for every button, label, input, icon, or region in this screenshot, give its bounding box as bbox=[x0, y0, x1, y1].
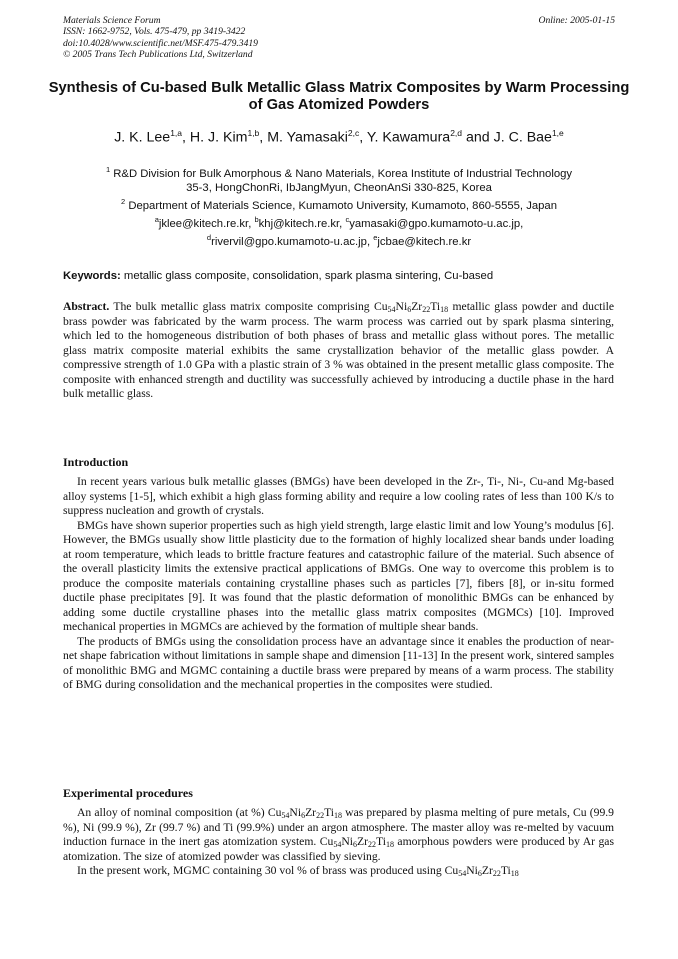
experimental-section bbox=[63, 786, 614, 879]
paragraph: In recent years various bulk metallic glasses (BMGs) have been developed in the Zr-, Ti-, Ni-, Cu-and Mg-based alloy systems [1-5], which exhibit a high glass forming ability and require a low cooling rates of less than 100 K/s to suppress nucleation and growth of crystals. bbox=[63, 475, 614, 517]
keywords-text: metallic glass composite, consolidation, spark plasma sintering, Cu-based bbox=[123, 270, 494, 282]
email-line-2: $^d$rivervil@gpo.kumamoto-u.ac.jp, $^e$jcbae@kitech.re.kr bbox=[206, 233, 472, 249]
email-link[interactable]: jcbae@kitech.re.kr bbox=[377, 236, 472, 249]
introduction-section bbox=[63, 455, 614, 693]
author: J. K. Lee bbox=[114, 129, 171, 146]
abstract: Abstract. The bulk metallic glass matrix composite comprising $Cu_{54}Ni_6Zr_{22}Ti_{18}$ metallic glass powder and ductile brass powder was fabricated by the warm process. The warm process was carried out by spark plasma sintering, which led to the homogeneous distribution of both phases of brass and metallic glass without pores. The metallic glass matrix composite material exhibits the same crystallization behavior of the metallic glass powder. A compressive strength of 1.0 GPa with a plastic strain of 3 % was obtained in the present metallic glass composite. The composite with enhanced strength and ductility was successfully achieved by introducing a ductile phase in the hard bulk metallic glass. bbox=[63, 300, 614, 400]
section-heading: Introduction bbox=[63, 455, 129, 469]
keywords bbox=[63, 270, 615, 282]
online-date: Online: 2005-01-15 bbox=[538, 15, 615, 26]
alloy-formula: $Cu_{54}Ni_6Zr_{22}Ti_{18}$ bbox=[267, 806, 342, 820]
author: Y. Kawamura bbox=[366, 129, 451, 146]
email-link[interactable]: jklee@kitech.re.kr bbox=[158, 218, 249, 231]
issn: ISSN: 1662-9752, Vols. 475-479, pp 3419-3422 bbox=[63, 26, 246, 38]
alloy-formula: $Cu_{54}Ni_6Zr_{22}Ti_{18}$ bbox=[319, 835, 394, 849]
author: M. Yamasaki bbox=[267, 129, 348, 146]
paragraph: The products of BMGs using the consolidation process have an advantage since it enables the production of near-net shape fabrication without limitations in sample shape and dimension [11-13] In the present work, sintered samples of monolithic BMG and MGMC containing a ductile brass were prepared by means of a warm process. The stability of BMG during consolidation and the mechanical properties in the composites were studied. bbox=[63, 634, 614, 691]
keywords-label: Keywords: bbox=[63, 270, 121, 282]
author: H. J. Kim bbox=[189, 129, 248, 146]
journal-name: Materials Science Forum bbox=[63, 15, 161, 26]
email-link[interactable]: yamasaki@gpo.kumamoto-u.ac.jp bbox=[349, 218, 521, 231]
affiliation-2: $^2$ Department of Materials Science, Kumamoto University, Kumamoto, 860-5555, Japan bbox=[121, 197, 557, 213]
paragraph: An alloy of nominal composition (at %) $Cu_{54}Ni_6Zr_{22}Ti_{18}$ was prepared by plasma melting of pure metals, Cu (99.9 %), Ni (99.9 %), Zr (99.7 %) and Ti (99.9%) under an argon atmosphere. The master alloy was re-melted by vacuum induction furnace in the inert gas atomization system. $Cu_{54}Ni_6Zr_{22}Ti_{18}$ amorphous powders were produced by Ar gas atomization. The size of atomized powder was classified by sieving. bbox=[63, 806, 614, 863]
doi: doi:10.4028/www.scientific.net/MSF.475-479.3419 bbox=[63, 37, 258, 49]
copyright: © 2005 Trans Tech Publications Ltd, Switzerland bbox=[63, 48, 253, 60]
section-heading: Experimental procedures bbox=[63, 786, 193, 800]
paper-title: Synthesis of Cu-based Bulk Metallic Glass Matrix Composites by Warm Processing of Gas Atomized Powders bbox=[48, 80, 630, 113]
affiliations bbox=[40, 163, 638, 250]
paragraph: In the present work, MGMC containing 30 vol % of brass was produced using $Cu_{54}Ni_6Zr_{22}Ti_{18}$ bbox=[77, 864, 519, 878]
affiliation-1: $^1$ R&D Division for Bulk Amorphous & Nano Materials, Korea Institute of Industrial Technology bbox=[105, 165, 573, 180]
paragraph: BMGs have shown superior properties such as high yield strength, large elastic limit and low Young’s modulus [6]. However, the BMGs usually show little plasticity due to the formation of highly localized shear bands under loading at room temperature, which leads to brittle fracture features and catastrophic failure of the material. Such absence of the overall plasticity limits the extensive practical applications of BMGs. One way to overcome this problem is to produce the composite materials containing crystalline phases such as particles [7], fibers [8], or in-situ formed ductile phase precipitates [9]. It was found that the plastic deformation of monolithic BMGs can be enhanced by adding some ductile crystalline phases into the metallic glass matrix composites (MGMCs) [10]. Improved mechanical properties in MGMCs are achieved by the formation of multiple shear bands. bbox=[63, 518, 614, 633]
email-link[interactable]: rivervil@gpo.kumamoto-u.ac.jp bbox=[211, 236, 367, 249]
affiliation-1-address: 35-3, HongChonRi, IbJangMyun, CheonAnSi 330-825, Korea bbox=[186, 182, 492, 195]
email-link[interactable]: khj@kitech.re.kr bbox=[258, 218, 340, 231]
alloy-formula: $Cu_{54}Ni_6Zr_{22}Ti_{18}$ bbox=[444, 864, 519, 878]
abstract-label: Abstract. bbox=[63, 300, 110, 313]
author: J. C. Bae bbox=[493, 129, 552, 146]
author-list: J. K. Lee$^{1,a}$, H. J. Kim$^{1,b}$, M. Yamasaki$^{2,c}$, Y. Kawamura$^{2,d}$ and J. C. Bae$^{1,e}$ bbox=[114, 128, 564, 146]
journal-header bbox=[63, 15, 615, 60]
alloy-formula: $Cu_{54}Ni_6Zr_{22}Ti_{18}$ bbox=[373, 300, 449, 314]
email-line-1: $^a$jklee@kitech.re.kr, $^b$khj@kitech.re.kr, $^c$yamasaki@gpo.kumamoto-u.ac.jp, bbox=[154, 215, 524, 231]
